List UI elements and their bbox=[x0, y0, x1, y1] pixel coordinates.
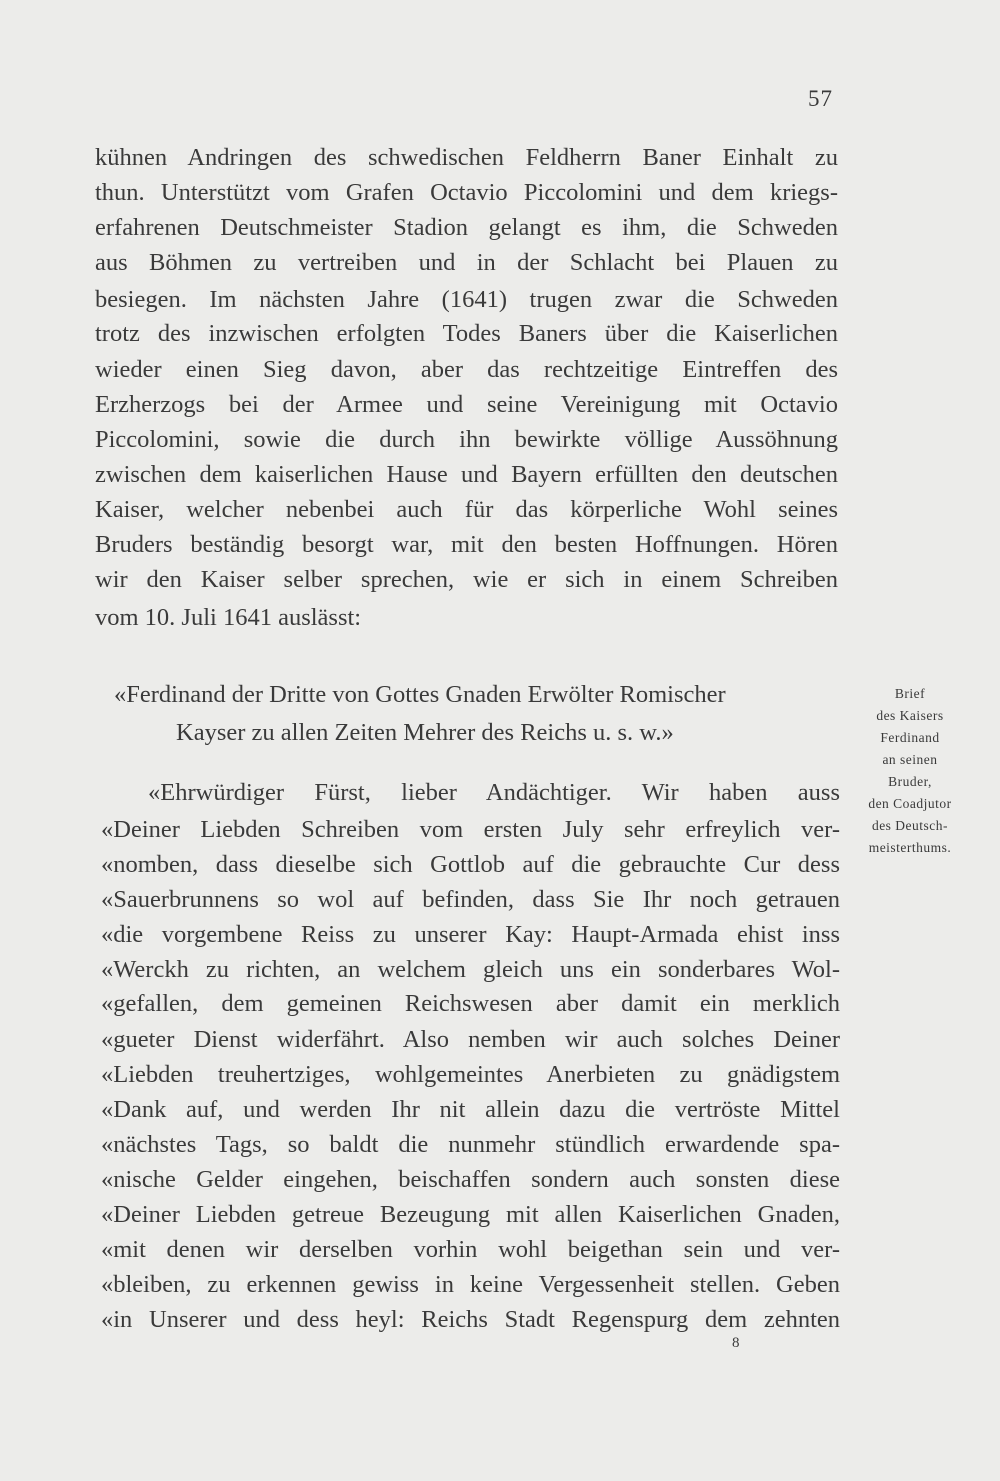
margin-note-line: Ferdinand bbox=[880, 730, 940, 745]
margin-note-line: Bruder, bbox=[888, 774, 932, 789]
letter-line: «gefallen, dem gemeinen Reichswesen aber damit ein merklich bbox=[101, 990, 840, 1017]
intro-line: Erzherzogs bei der Armee und seine Vereinigung mit Octavio bbox=[95, 391, 838, 418]
letter-line: «gueter Dienst widerfährt. Also nemben wir auch solches Deiner bbox=[101, 1026, 840, 1053]
intro-line: Bruders beständig besorgt war, mit den besten Hoffnungen. Hören bbox=[95, 531, 838, 558]
letter-line: «bleiben, zu erkennen gewiss in keine Vergessenheit stellen. Geben bbox=[101, 1271, 840, 1298]
intro-line: wieder einen Sieg davon, aber das rechtzeitige Eintreffen des bbox=[95, 356, 838, 383]
intro-line: wir den Kaiser selber sprechen, wie er sich in einem Schreiben bbox=[95, 566, 838, 593]
letter-line: «die vorgembene Reiss zu unserer Kay: Haupt-Armada ehist inss bbox=[101, 921, 840, 948]
signature-mark: 8 bbox=[732, 1335, 740, 1351]
letter-line: «Dank auf, und werden Ihr nit allein dazu die vertröste Mittel bbox=[101, 1096, 840, 1123]
letter-line: «nächstes Tags, so baldt die nunmehr stündlich erwardende spa- bbox=[101, 1131, 840, 1158]
margin-note-line: meisterthums. bbox=[868, 840, 952, 855]
intro-line: zwischen dem kaiserlichen Hause und Bayern erfüllten den deutschen bbox=[95, 461, 838, 488]
letter-line: «mit denen wir derselben vorhin wohl beigethan sein und ver- bbox=[101, 1236, 840, 1263]
letter-line: «Deiner Liebden Schreiben vom ersten July sehr erfreylich ver- bbox=[101, 816, 840, 843]
letter-line: «Sauerbrunnens so wol auf befinden, dass Sie Ihr noch getrauen bbox=[101, 886, 840, 913]
letter-line: «Deiner Liebden getreue Bezeugung mit allen Kaiserlichen Gnaden, bbox=[101, 1201, 840, 1228]
margin-note-line: den Coadjutor bbox=[868, 796, 952, 811]
margin-note-line: des Kaisers bbox=[876, 708, 944, 723]
letter-line: «in Unserer und dess heyl: Reichs Stadt Regenspurg dem zehnten bbox=[101, 1306, 840, 1333]
intro-line: besiegen. Im nächsten Jahre (1641) trugen zwar die Schweden bbox=[95, 286, 838, 313]
intro-line: Piccolomini, sowie die durch ihn bewirkte völlige Aussöhnung bbox=[95, 426, 838, 453]
margin-note-line: an seinen bbox=[882, 752, 938, 767]
intro-line: vom 10. Juli 1641 auslässt: bbox=[95, 604, 362, 631]
letter-line: «Ehrwürdiger Fürst, lieber Andächtiger. Wir haben auss bbox=[148, 779, 840, 806]
intro-line: erfahrenen Deutschmeister Stadion gelangt es ihm, die Schweden bbox=[95, 214, 838, 241]
margin-note-line: des Deutsch- bbox=[871, 818, 949, 833]
margin-note-line: Brief bbox=[894, 686, 926, 701]
letter-line: «nomben, dass dieselbe sich Gottlob auf die gebrauchte Cur dess bbox=[101, 851, 840, 878]
salutation-line: «Ferdinand der Dritte von Gottes Gnaden Erwölter Romischer bbox=[114, 681, 726, 708]
intro-line: kühnen Andringen des schwedischen Feldherrn Baner Einhalt zu bbox=[95, 144, 838, 171]
intro-line: trotz des inzwischen erfolgten Todes Baners über die Kaiserlichen bbox=[95, 320, 838, 347]
intro-line: aus Böhmen zu vertreiben und in der Schlacht bei Plauen zu bbox=[95, 249, 838, 276]
page-number: 57 bbox=[808, 86, 833, 111]
intro-line: Kaiser, welcher nebenbei auch für das körperliche Wohl seines bbox=[95, 496, 838, 523]
letter-line: «nische Gelder eingehen, beischaffen sondern auch sonsten diese bbox=[101, 1166, 840, 1193]
letter-line: «Werckh zu richten, an welchem gleich uns ein sonderbares Wol- bbox=[101, 956, 840, 983]
salutation-line: Kayser zu allen Zeiten Mehrer des Reichs u. s. w.» bbox=[176, 719, 674, 746]
intro-line: thun. Unterstützt vom Grafen Octavio Piccolomini und dem kriegs- bbox=[95, 179, 838, 206]
letter-line: «Liebden treuhertziges, wohlgemeintes Anerbieten zu gnädigstem bbox=[101, 1061, 840, 1088]
